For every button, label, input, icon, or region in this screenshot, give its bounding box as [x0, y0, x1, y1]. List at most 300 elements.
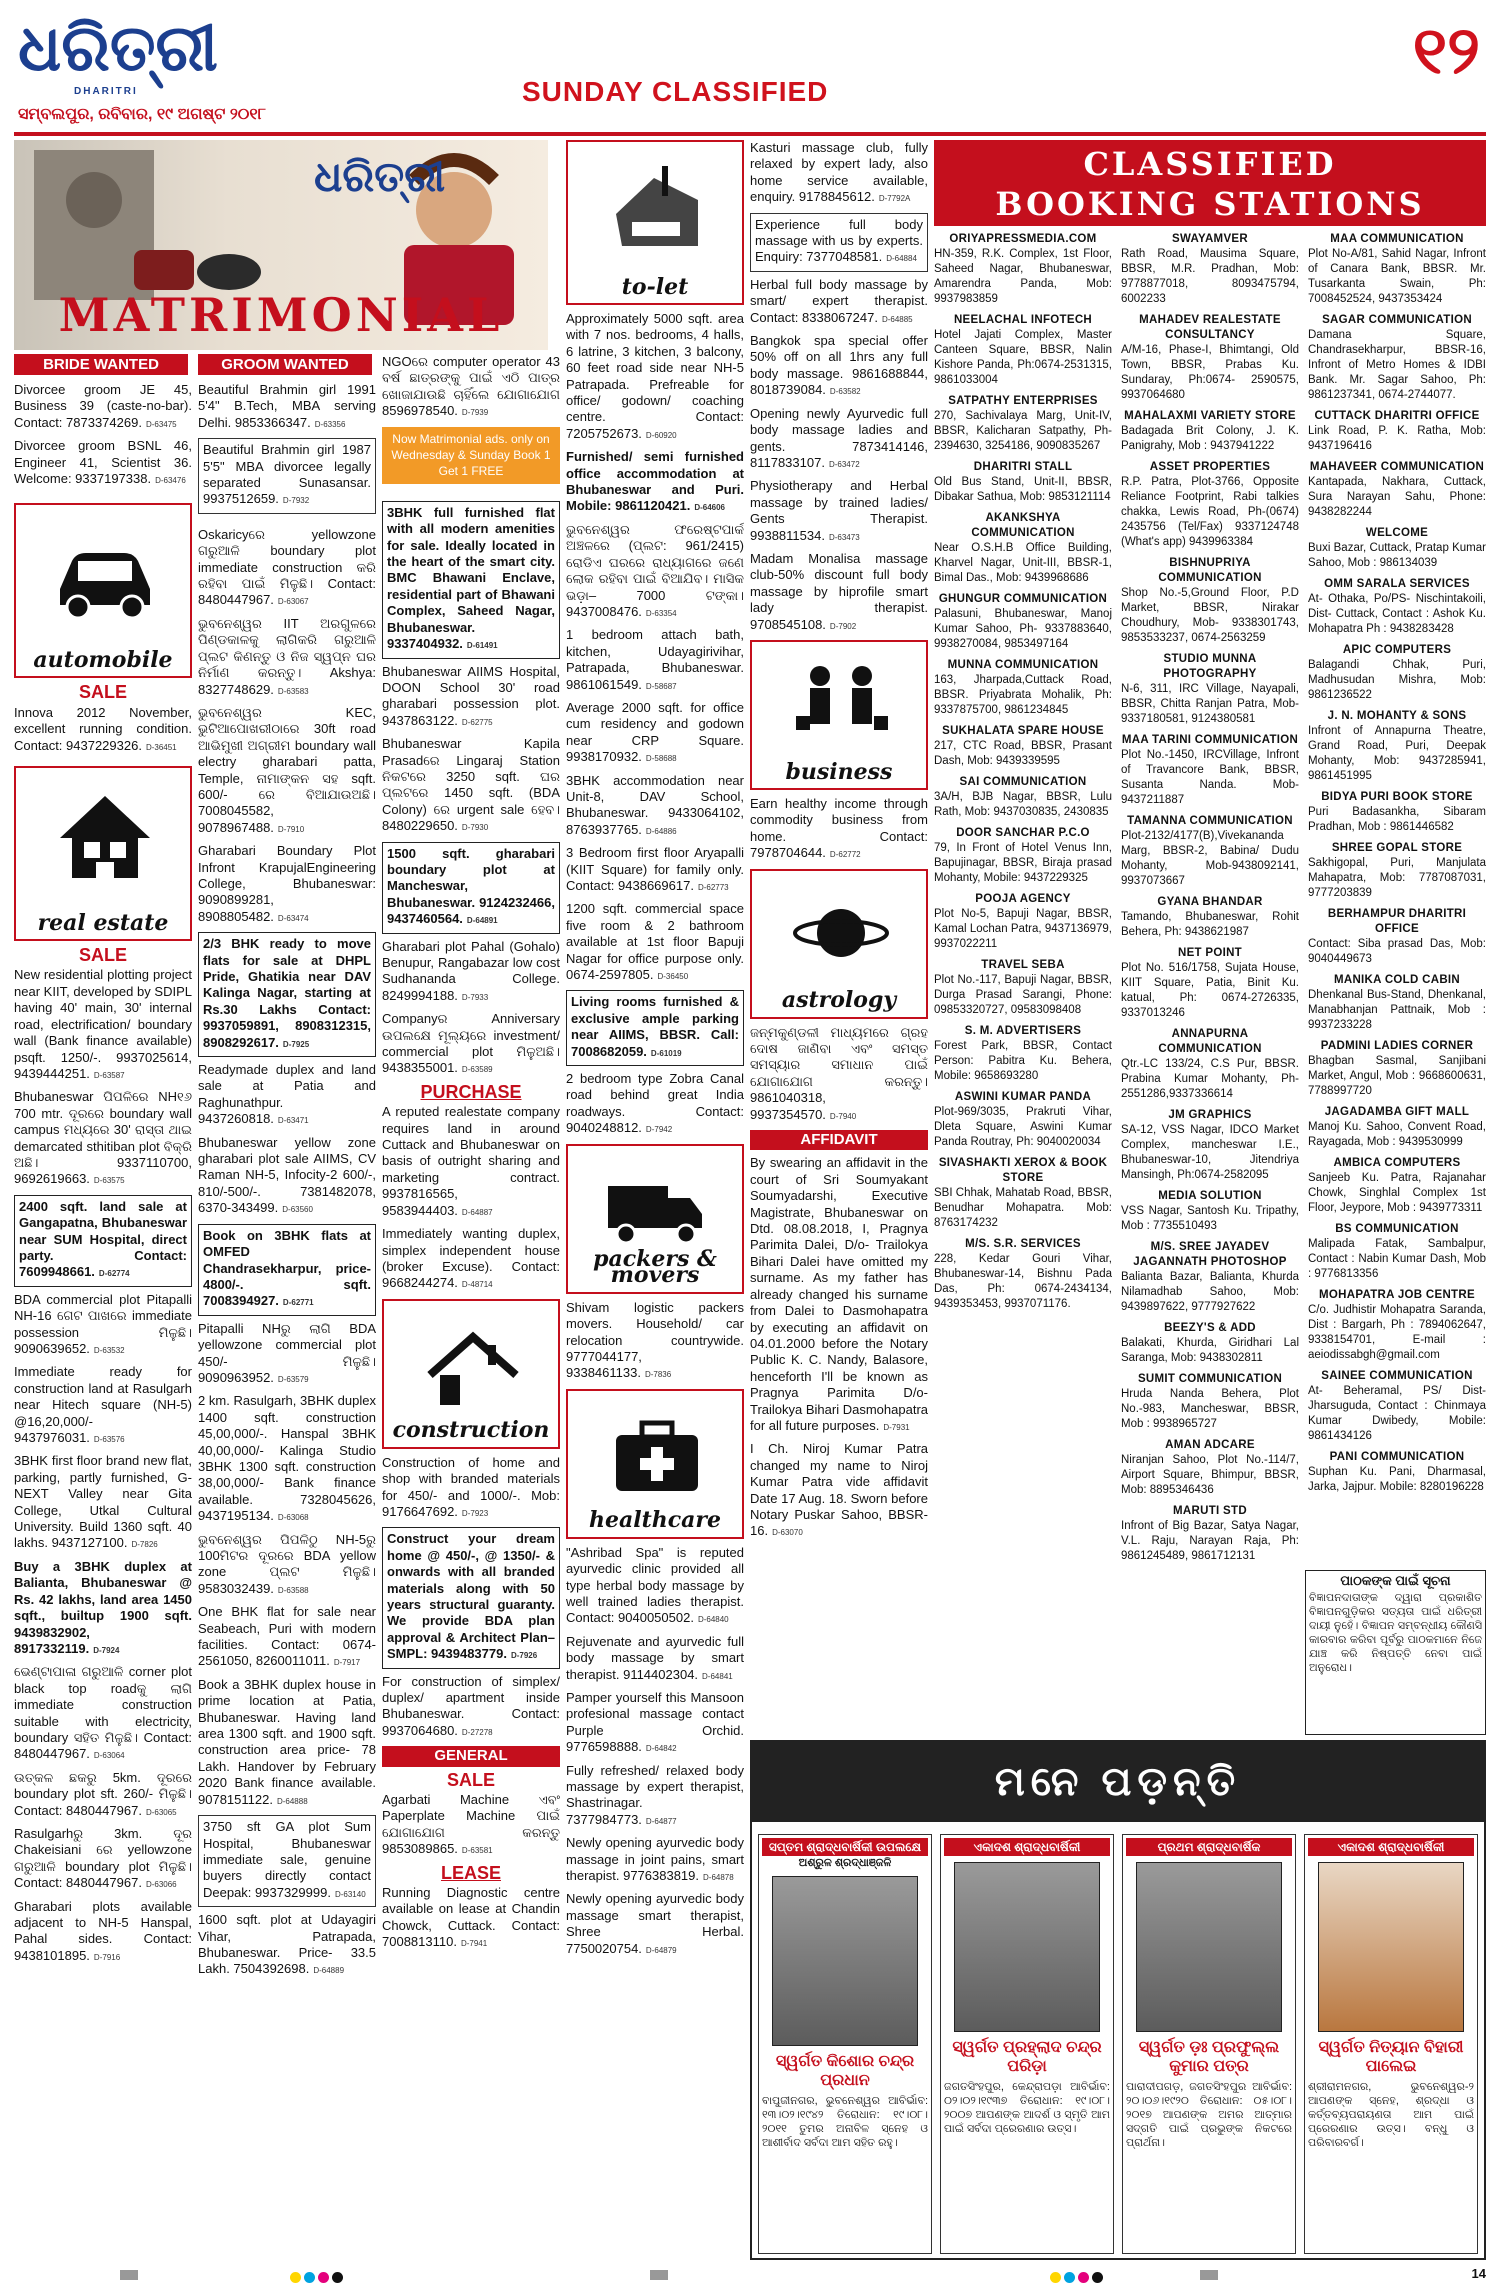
booking-station-address: Near O.S.H.B Office Building, Kharvel Nagar, Unit-III, BBSR-1, Bimal Das., Mob: 9439968686 [934, 542, 1112, 584]
booking-station-address: Hruda Nanda Behera, Plot No.-983, Mancheswar, BBSR, Mob : 9938965727 [1121, 1388, 1299, 1430]
booking-station-address: Plot No-5, Bapuji Nagar, BBSR, Kamal Lochan Patra, 9437136979, 9937022211 [934, 908, 1112, 950]
construction-icon [418, 1315, 528, 1415]
registration-dot [1092, 2272, 1103, 2283]
booking-station-name: NEELACHAL INFOTECH [953, 314, 1093, 326]
booking-station [1308, 1156, 1486, 1216]
booking-station-name: SUMIT COMMUNICATION [1137, 1373, 1283, 1385]
booking-station [1121, 460, 1299, 550]
booking-station [934, 958, 1112, 1018]
business-tile-label: business [785, 758, 893, 785]
affidavit-head: AFFIDAVIT [750, 1130, 928, 1150]
classified-ad: 3BHK accommodation near Unit-8, DAV School, Bhubaneswar. 9433064102, 8763937765. D-64886 [566, 772, 744, 837]
classified-ad: 2 km. Rasulgarh, 3BHK duplex 1400 sqft. construction 45,00,000/-. Hanspal 3BHK 40,00,000/- Kalinga Studio 3BHK 1300 sqft. construction 38,00,000/- Bank finance available. 7328045626, 9437195134. D-63068 [198, 1393, 376, 1524]
classified-ad-boxed: Experience full body massage with us by experts. Enquiry: 7377048581. D-64884 [750, 213, 928, 272]
booking-station-name: MAHALAXMI VARIETY STORE [1124, 410, 1296, 422]
classified-ad: Readymade duplex and land sale at Patia and Raghunathpur. 9437260818. D-63471 [198, 1062, 376, 1127]
booking-station-address: Forest Park, BBSR, Contact Person: Pabitra Ku. Behera, Mobile: 9658693280 [934, 1040, 1112, 1082]
booking-station-name: SWAYAMVER [1172, 233, 1248, 245]
classified-ad: "Ashribad Spa" is reputed ayurvedic clinic provided all type herbal body massage by well trained ladies therapist. Contact: 9040050502. D-64840 [566, 1544, 744, 1626]
groom-wanted-head: GROOM WANTED [198, 354, 372, 375]
obituary-section [750, 1740, 1486, 2260]
booking-station-address: VSS Nagar, Santosh Ku. Tripathy, Mob : 7735510493 [1121, 1205, 1299, 1232]
astrology-tile-label: astrology [781, 987, 897, 1014]
booking-station-name: AKANKSHYA COMMUNICATION [971, 512, 1075, 539]
obituary-text: ଜଗତସିଂହପୁର, କେନ୍ଦ୍ରାପଡ଼ା ଆବିର୍ଭାବ: ୦୨।୦୨।୧୯୩୭ ତିରୋଧାନ: ୧୯।୦୮।୨୦୦୭ ଆପଣଙ୍କ ଆଦର୍ଶ ଓ ସ୍ମୃତି ଆମ ପାଇଁ ସର୍ବଦା ପ୍ରେରଣାର ଉତ୍ସ। [944, 2081, 1110, 2135]
business-tile [750, 640, 928, 790]
classified-ad: 1200 sqft. commercial space five room & 2 bathroom available at 1st floor Bapuji Nagar for office purpose only. 0674-2597805. D-36450 [566, 901, 744, 983]
booking-station-name: APIC COMPUTERS [1342, 644, 1452, 656]
booking-station [1121, 1240, 1299, 1315]
booking-station-address: At- Beheramal, PS/ Dist- Jharsuguda, Contact : Chinmaya Kumar Dwibedy, Mobile: 9861434126 [1308, 1385, 1486, 1442]
classified-ad: ଜନ୍ମକୁଣ୍ଡଳୀ ମାଧ୍ୟମରେ ଗ୍ରହ ଦୋଷ ଜାଣିବା ଏବଂ ସମସ୍ତ ସମସ୍ୟାର ସମାଧାନ ପାଇଁ ଯୋଗାଯୋଗ କରନ୍ତୁ। 9861040318, 9937354570. D-7940 [750, 1024, 928, 1122]
booking-station-name: BIDYA PURI BOOK STORE [1321, 791, 1473, 803]
booking-column-c [1308, 232, 1486, 1501]
classified-ad: ଭୁବନେଶ୍ୱର ପିପଳିଠୁ NH-5ରୁ 100ମିଟର ଦୂରରେ BDA yellow zone ପ୍ଲଟ ମିଳୁଛି। 9583032439. D-63588 [198, 1531, 376, 1596]
booking-station-name: MAA COMMUNICATION [1330, 233, 1464, 245]
booking-column-b [1121, 232, 1299, 1570]
classified-ad: Pitapalli NHରୁ ଲାଗି BDA yellowzone commercial plot 450/- ମିଳୁଛି। 9090963952. D-63579 [198, 1320, 376, 1385]
classified-ad: Divorcee groom JE 45, Business 39 (caste-no-bar). Contact: 7873374269. D-63475 [14, 382, 192, 430]
classified-ad: I Ch. Niroj Kumar Patra changed my name to Niroj Kumar Patra vide affidavit Date 17 Aug. 18. Sworn before Notary Puskar Sahoo, BBSR-16. D-63070 [750, 1441, 928, 1539]
booking-station-name: MAHADEV REALESTATE CONSULTANCY [1139, 314, 1281, 341]
booking-station-address: Kantapada, Nakhara, Cuttack, Sura Narayan Sahu, Phone: 9438282244 [1308, 476, 1486, 518]
booking-station [934, 658, 1112, 718]
booking-station [1121, 652, 1299, 727]
booking-station [1121, 409, 1299, 454]
booking-station-name: SUKHALATA SPARE HOUSE [942, 725, 1104, 737]
healthcare-tile-label: healthcare [589, 1507, 721, 1534]
obituary-photo [1318, 1862, 1464, 2032]
booking-station-name: MOHAPATRA JOB CENTRE [1319, 1289, 1475, 1301]
classified-ad: Pamper yourself this Mansoon profesional massage contact Purple Orchid. 9776598888. D-64842 [566, 1689, 744, 1755]
booking-station-address: SBI Chhak, Mahatab Road, BBSR, Benudhar Mohapatra. Mob: 8763174232 [934, 1187, 1112, 1229]
newspaper-logo-sub: DHARITRI [74, 86, 138, 97]
booking-title-line-1: CLASSIFIED [1083, 145, 1337, 183]
classified-ad: New residential plotting project near KIIT, developed by SDIPL having 40' main, 30' internal road, electrification/ boundary wall (Bank finance available) psqft. 1250/-. 9937025614, 9439444251. D-63587 [14, 967, 192, 1081]
registration-dot [290, 2272, 301, 2283]
booking-station [1308, 577, 1486, 637]
booking-station-name: ORIYAPRESSMEDIA.COM [949, 233, 1097, 245]
classified-ad: Bhubaneswar ପିପଳିରେ NH୧୬ 700 mtr. ଦୂରରେ boundary wall campus ମଧ୍ୟରେ 30' ରାସ୍ତା ଥାଇ demarcated sthitiban plot ବିକ୍ରି ଅଛି। 9337110700, 9692619663. D-63575 [14, 1089, 192, 1187]
booking-station-name: OMM SARALA SERVICES [1324, 578, 1470, 590]
classified-ad: 1600 sqft. plot at Udayagiri Vihar, Patrapada, Bhubaneswar. Price- 33.5 Lakh. 7504392698. D-64889 [198, 1912, 376, 1977]
construction-tile [382, 1299, 560, 1449]
booking-station-name: BISHNUPRIYA COMMUNICATION [1158, 557, 1262, 584]
booking-station-name: JM GRAPHICS [1168, 1109, 1252, 1121]
sale-head: SALE [78, 682, 127, 703]
classified-ad: 1 bedroom attach bath, kitchen, Udayagirivihar, Patrapada, Bhubaneswar. 9861061549. D-58687 [566, 627, 744, 692]
classified-ad: Running Diagnostic centre available on lease at Chandin Chowck, Cuttack. Contact: 7008813110. D-7941 [382, 1885, 560, 1950]
reader-notice-title: ପାଠକଙ୍କ ପାଇଁ ସୂଚନା [1340, 1573, 1451, 1588]
obituary-name: ସ୍ୱର୍ଗତ ନିତ୍ୟାନ ବିହାରୀ ପାଲେଇ [1318, 2039, 1464, 2075]
classified-ad-boxed: Construct your dream home @ 450/-, @ 1350/- & onwards with all branded materials along with 50 years structural guaranty. We provide BDA plan approval & Architect Plan– SMPL: 9439483779. D-7926 [382, 1527, 560, 1668]
booking-station-name: BS COMMUNICATION [1335, 1223, 1459, 1235]
booking-station [934, 592, 1112, 652]
booking-station-address: Balakati, Khurda, Giridhari Lal Saranga, Mob: 9438302811 [1121, 1337, 1299, 1364]
classified-ad: Companyର Anniversary ଉପଲକ୍ଷେ ମୂଲ୍ୟରେ investment/ commercial plot ମିଳୁଅଛି। 9438355001. D-63589 [382, 1011, 560, 1076]
automobile-tile-label: automobile [33, 647, 173, 674]
registration-dot [1050, 2272, 1061, 2283]
booking-station-address: Old Bus Stand, Unit-II, BBSR, Dibakar Sathua, Mob: 9853121114 [934, 476, 1112, 503]
booking-station [1308, 409, 1486, 454]
newspaper-logo: ଧରିତ୍ରୀ [18, 11, 218, 86]
classified-ad: Oskaricyରେ yellowzone ଗରୁଆଳି boundary plot immediate construction କରି ରହିବା ପାଇଁ ମିଳୁଛି। Contact: 8480447967. D-63067 [198, 526, 376, 608]
booking-station-name: SHREE GOPAL STORE [1331, 842, 1463, 854]
footer-page-number: 14 [1471, 2266, 1486, 2281]
classified-ad: Rejuvenate and ayurvedic full body massage by smart therapist. 9114402304. D-64841 [566, 1633, 744, 1682]
classified-ad: Herbal full body massage by smart/ expert therapist. Contact: 8338067247. D-64885 [750, 276, 928, 325]
section-title: SUNDAY CLASSIFIED [522, 76, 829, 107]
classified-ad-boxed: 3750 sft GA plot Sum Hospital, Bhubaneswar immediate sale, genuine buyers directly contact Deepak: 9937329999. D-63140 [198, 1815, 376, 1907]
booking-station-name: GHUNGUR COMMUNICATION [938, 593, 1108, 605]
obituary-title: ମନେ ପଡ଼ନ୍ତି [752, 1742, 1484, 1822]
registration-dot [332, 2272, 343, 2283]
registration-dot [1064, 2272, 1075, 2283]
booking-station-address: R.P. Patra, Plot-3766, Opposite Reliance Footprint, Rabi talkies chakka, Lewis Road, Ph-(0674) 2435756 (Tel/Fax) 9337124748 (What's app) 9439963384 [1121, 476, 1299, 548]
medical-bag-icon [602, 1405, 712, 1505]
sale-head: SALE [446, 1769, 495, 1790]
classified-ad: Approximately 5000 sqft. area with 7 nos. bedrooms, 4 halls, 6 latrine, 3 kitchen, 3 balcony, 60 feet road side near NH-5 Patrapada. Prefreable for office/ godown/ coaching centre. Contact: 7205752673. D-60920 [566, 311, 744, 441]
booking-station-address: Suphan Ku. Pani, Dharmasal, Jarka, Jajpur. Mobile: 8280196228 [1308, 1466, 1486, 1493]
booking-station-name: J. N. MOHANTY & SONS [1327, 710, 1467, 722]
booking-station-address: Infront of Annapurna Theatre, Grand Road, Puri, Deepak Mohanty, Mob: 9437285941, 9861451995 [1308, 725, 1486, 782]
obituary-card-head: ଏକାଦଶ ଶ୍ରାଦ୍ଧବାର୍ଷିକୀ [1308, 1838, 1474, 1856]
classified-ad: 3 Bedroom first floor Aryapalli (KIIT Square) for family only. Contact: 9438669617. D-62773 [566, 845, 744, 893]
booking-station [934, 1156, 1112, 1231]
booking-station-address: At- Othaka, Po/PS- Nischintakoili, Dist- Cuttack, Contact : Ashok Ku. Mohapatra Ph : 9438283428 [1308, 593, 1486, 635]
booking-title-line-2: BOOKING STATIONS [995, 185, 1425, 223]
obituary-photo [954, 1862, 1100, 2032]
booking-station-address: Infront of Big Bazar, Satya Nagar, V.L. Raju, Narayan Raja, Ph: 9861245489, 9861712131 [1121, 1520, 1299, 1562]
classified-ad-boxed: Book on 3BHK flats at OMFED Chandrasekharpur, price- 4800/-. sqft. 7008394927. D-62771 [198, 1224, 376, 1316]
obituary-card [1304, 1834, 1478, 2254]
booking-station [1308, 1039, 1486, 1099]
booking-station-name: PANI COMMUNICATION [1329, 1451, 1465, 1463]
booking-station-address: Plot No. 516/1758, Sujata House, KIIT Square, Patia, Binit Ku. katual, Ph: 0674-2726335, 9337013246 [1121, 962, 1299, 1019]
obituary-name: ସ୍ୱର୍ଗତ ଡ଼ଃ ପ୍ରଫୁଲ୍ଲ କୁମାର ପତ୍ର [1138, 2039, 1280, 2075]
registration-mark [1200, 2270, 1218, 2280]
registration-dot [304, 2272, 315, 2283]
column-4 [566, 140, 744, 2260]
classified-ad: Newly opening ayurvedic body massage smart therapist, Shree Herbal. 7750020754. D-64879 [566, 1891, 744, 1956]
booking-station [934, 511, 1112, 586]
booking-station [1308, 907, 1486, 967]
color-registration-dots [1050, 2270, 1106, 2282]
booking-station [1121, 232, 1299, 307]
booking-station [1308, 313, 1486, 403]
booking-station-address: 163, Jharpada,Cuttack Road, BBSR. Priyabrata Mohalik, Ph: 9337875700, 9861234845 [934, 674, 1112, 716]
classified-ad: Fully refreshed/ relaxed body massage by expert therapist, Shastrinagar. 7377984773. D-64877 [566, 1762, 744, 1827]
classified-ad: Immediate ready for construction land at Rasulgarh near Hitech square (NH-5) @16,20,000/- 9437976031. D-63576 [14, 1364, 192, 1446]
color-registration-dots [290, 2270, 346, 2282]
classified-ad-bold: Furnished/ semi furnished office accommodation at Bhubaneswar and Puri. Mobile: 9861120421. D-64606 [566, 449, 744, 514]
classified-ad: Opening newly Ayurvedic full body massage ladies and gents. 7873414146, 8117833107. D-63472 [750, 405, 928, 470]
to-let-tile [566, 140, 744, 305]
booking-station-name: MEDIA SOLUTION [1158, 1190, 1262, 1202]
astrology-tile [750, 869, 928, 1019]
booking-station [1308, 1450, 1486, 1495]
booking-station [1121, 556, 1299, 646]
booking-station-name: PADMINI LADIES CORNER [1320, 1040, 1474, 1052]
classified-ad: Bhubaneswar yellow zone gharabari plot sale AIIMS, CV Raman NH-5, Infocity-2 600/-, 810/-500/-. 7381482078, 6370-343499. D-63560 [198, 1134, 376, 1216]
booking-station [1121, 814, 1299, 889]
real-estate-tile [14, 766, 192, 941]
booking-station-address: Dhenkanal Bus-Stand, Dhenkanal, Manabhanjan Pattnaik, Mob : 9937233228 [1308, 989, 1486, 1031]
masthead [14, 10, 1486, 136]
booking-station-address: Badagada Brit Colony, J. K. Panigrahy, Mob : 9437941222 [1121, 425, 1299, 452]
booking-station-address: 217, CTC Road, BBSR, Prasant Dash, Mob: 9439339595 [934, 740, 1112, 767]
column-1 [14, 140, 192, 2260]
booking-station-address: Puri Badasankha, Sibaram Pradhan, Mob : 9861446582 [1308, 806, 1486, 833]
booking-station-name: ASSET PROPERTIES [1149, 461, 1271, 473]
classified-ad: Innova 2012 November, excellent running condition. Contact: 9437229326. D-36451 [14, 704, 192, 753]
booking-station [1308, 709, 1486, 784]
matrimonial-title: MATRIMONIAL [58, 288, 504, 342]
booking-station-name: BEEZY'S & ADD [1164, 1322, 1256, 1334]
booking-station-name: JAGADAMBA GIFT MALL [1324, 1106, 1470, 1118]
booking-station [1308, 1369, 1486, 1444]
packers-movers-tile-label: packers & movers [593, 1245, 717, 1289]
booking-station [1308, 1105, 1486, 1150]
booking-station-address: 3A/H, BJB Nagar, BBSR, Lulu Rath, Mob: 9437030835, 2430835 [934, 791, 1112, 818]
booking-station [1121, 1321, 1299, 1366]
booking-station-name: SIVASHAKTI XEROX & BOOK STORE [938, 1157, 1108, 1184]
construction-tile-label: construction [392, 1417, 550, 1444]
booking-station [934, 892, 1112, 952]
booking-station [1121, 313, 1299, 403]
booking-station-address: Sanjeeb Ku. Patra, Rajanahar Chowk, Singhlal Complex 1st Floor, Jeypore, Mob : 9439773311 [1308, 1172, 1486, 1214]
booking-station-name: TAMANNA COMMUNICATION [1127, 815, 1293, 827]
obituary-name: ସ୍ୱର୍ଗତ କିଶୋର ଚନ୍ଦ୍ର ପ୍ରଧାନ [775, 2053, 915, 2089]
classified-ad: Rasulgarhରୁ 3km. ଦୂର Chakeisiani ରେ yellowzone ଗରୁଆଳି boundary plot ମିଳୁଛି। Contact: 8480447967. D-63066 [14, 1825, 192, 1891]
booking-station [1308, 460, 1486, 520]
booking-station [1121, 1438, 1299, 1498]
booking-station [1121, 1372, 1299, 1432]
classified-ad: ଭେଣ୍ଟାପାଳା ଗରୁଆଳି corner plot black top roadକୁ ଲାଗି immediate construction suitable with electricity, boundary ସହିତ ମିଳୁଛି। Contact: 8480447967. D-63064 [14, 1664, 192, 1762]
purchase-head: PURCHASE [420, 1081, 522, 1102]
classified-ad: ଭୁବନେଶ୍ୱର ଫରେଷ୍ଟପାର୍କ ଅଞ୍ଚଳରେ (ପ୍ଲଟ: 961/2415) ରୋଡିଏ ଘରରେ ରାଧ୍ୟାଗରେ ଜଣେ ଲୋକ ରହିବା ପାଇଁ ବିଆଯିବ। ମାସିକ ଭଡ଼ା– 7000 ଟଙ୍କା। 9437008476. D-63354 [566, 521, 744, 619]
to-let-house-icon [602, 156, 712, 266]
classified-ad: Agarbati Machine ଏବଂ Paperplate Machine ପାଇଁ ଯୋଗାଯୋଗ କରନ୍ତୁ 9853089865. D-63581 [382, 1792, 560, 1857]
booking-station [1121, 946, 1299, 1021]
classified-ad: Physiotherapy and Herbal massage by trained ladies/ Gents Therapist. 9938811534. D-63473 [750, 478, 928, 543]
booking-station-address: Contact: Siba prasad Das, Mob: 9040449673 [1308, 938, 1486, 965]
booking-station-address: Bhagban Sasmal, Sanjibani Market, Angul, Mob : 9668600631, 7788997720 [1308, 1055, 1486, 1097]
column-5 [750, 140, 928, 1735]
classified-ad: 2 bedroom type Zobra Canal road behind great India roadways. Contact: 9040248812. D-7942 [566, 1071, 744, 1136]
booking-station-address: Qtr.-LC 133/24, C.S Pur, BBSR. Prabina Kumar Mohanty, Ph- 2551286,9337336614 [1121, 1058, 1299, 1100]
booking-station-address: Sakhigopal, Puri, Manjulata Mahapatra, Mob: 7787087031, 9777203839 [1308, 857, 1486, 899]
classified-ad: Book a 3BHK duplex house in prime location at Patia, Bhubaneswar. Having land area 1300 sqft. and 1900 sqft. construction area price- 78 Lakh. Handover by February 2020 Bank finance available. 9078151122. D-64888 [198, 1676, 376, 1807]
booking-station [1308, 643, 1486, 703]
classified-ad: Kasturi massage club, fully relaxed by expert lady, also home service available, enquiry. 9178845612. D-7792A [750, 140, 928, 205]
booking-station-address: 79, In Front of Hotel Venus Inn, Bapujinagar, BBSR, Biraja prasad Mohanty, Mobile: 9437229325 [934, 842, 1112, 884]
booking-station-address: Shop No.-5,Ground Floor, P.D Market, BBSR, Nirakar Choudhury, Mob- 9338301743, 9853533237, 0674-2563259 [1121, 587, 1299, 644]
classified-ad: Gharabari plot Pahal (Gohalo) Benupur, Rangabazar low cost Sudhananda College. 8249994188. D-7933 [382, 938, 560, 1003]
booking-station [1308, 1222, 1486, 1282]
classified-ad: One BHK flat for sale near Seabeach, Puri with modern facilities. Contact: 0674-2561050, 8260011011. D-7917 [198, 1604, 376, 1669]
issue-date: ସମ୍ବଲପୁର, ରବିବାର, ୧୯ ଅଗଷ୍ଟ ୨୦୧୮ [18, 106, 267, 123]
booking-station-name: NET POINT [1177, 947, 1243, 959]
classified-ad: For construction of simplex/ duplex/ apartment inside Bhubaneswar. Contact: 9937064680. D-27278 [382, 1673, 560, 1738]
classified-ad: Construction of home and shop with branded materials for 450/- and 1000/-. Mob: 9176647692. D-7923 [382, 1454, 560, 1519]
booking-station [934, 826, 1112, 886]
booking-station-name: MAHAVEER COMMUNICATION [1309, 461, 1485, 473]
classified-ad: ଉତ୍କଳ ଛକରୁ 5km. ଦୂରରେ boundary plot sft. 260/- ମିଳୁଛି। Contact: 8480447967. D-63065 [14, 1769, 192, 1818]
page-number: ୧୨ [1412, 11, 1480, 89]
classified-ad-boxed: Beautiful Brahmin girl 1987 5'5" MBA divorcee legally separated Sunasansar. 9937512659. D-7932 [198, 438, 376, 514]
booking-station [934, 232, 1112, 307]
booking-station [934, 313, 1112, 388]
car-icon [50, 519, 160, 629]
booking-station [1308, 790, 1486, 835]
booking-stations [934, 140, 1486, 1735]
obituary-card-sub: ଅଶ୍ରୁଳ ଶ୍ରଦ୍ଧାଞ୍ଜଳି [798, 1857, 892, 1869]
booking-station-name: MUNNA COMMUNICATION [947, 659, 1099, 671]
classified-ad-bold: Buy a 3BHK duplex at Balianta, Bhubaneswar @ Rs. 42 lakhs, land area 1450 sqft., builtup 1900 sqft. 9439832902, 8917332119. D-7924 [14, 1558, 192, 1656]
booking-station [934, 775, 1112, 820]
booking-station-address: Rath Road, Mausima Square, BBSR, M.R. Pradhan, Mob: 9778877018, 8093475794, 6002233 [1121, 248, 1299, 305]
booking-station [1121, 895, 1299, 940]
booking-station-name: M/S. SREE JAYADEV JAGANNATH PHOTOSHOP [1133, 1241, 1287, 1268]
registration-dot [318, 2272, 329, 2283]
classified-ad-boxed: 2400 sqft. land sale at Gangapatna, Bhubaneswar near SUM Hospital, direct party. Contact: 7609948661. D-62774 [14, 1195, 192, 1287]
healthcare-tile [566, 1389, 744, 1539]
header-rule [14, 132, 1486, 136]
booking-station [1121, 1504, 1299, 1564]
truck-icon [602, 1160, 712, 1260]
booking-station [1308, 973, 1486, 1033]
booking-station [934, 460, 1112, 505]
booking-station [934, 1024, 1112, 1084]
registration-dot [1078, 2272, 1089, 2283]
booking-station [1308, 526, 1486, 571]
classified-ad: By swearing an affidavit in the court of Sri Soumyakant Soumyadarshi, Executive Magistrate, Bhubaneswar on Dtd. 08.08.2018, I, Pragnya Parimita Dalei, D/o- Trailokya Bihari Dalei have omitted my surname. As my father has already changed his surname from Dalei to Dasmohapatra by executing an affidavit on 04.01.2000 before the Notary Public K. C. Nandy, Balasore, henceforth I'll be known as Pragnya Parimita D/o- Trailokya Bihari Dasmohapatra for all future purposes. D-7931 [750, 1155, 928, 1433]
booking-station-address: Hotel Jajati Complex, Master Canteen Square, BBSR, Nalin Kishore Panda, Ph:0674-2531315, 9861033004 [934, 329, 1112, 386]
matrimonial-logo: ଧରିତ୍ରୀ [314, 152, 446, 201]
booking-station-name: SAINEE COMMUNICATION [1321, 1370, 1473, 1382]
booking-station-address: Niranjan Sahoo, Plot No.-114/7, Airport Square, Bhimpur, BBSR, Mob: 8895346436 [1121, 1454, 1299, 1496]
booking-station [1308, 1288, 1486, 1363]
classified-ad: Shivam logistic packers movers. Household/ car relocation countrywide. 9777044177, 9338461133. D-7836 [566, 1299, 744, 1381]
booking-station-address: Malipada Fatak, Sambalpur, Contact : Nabin Kumar Dash, Mob : 9776813356 [1308, 1238, 1486, 1280]
obituary-name: ସ୍ୱର୍ଗତ ପ୍ରହ୍ଲାଦ ଚନ୍ଦ୍ର ପରିଡ଼ା [952, 2039, 1102, 2075]
booking-station [934, 1090, 1112, 1150]
classified-ad: BDA commercial plot Pitapalli NH-16 ଗେଟ ପାଖରେ immediate possession ମିଳୁଛି। 9090639652. D-63532 [14, 1291, 192, 1356]
booking-station-address: Buxi Bazar, Cuttack, Pratap Kumar Sahoo, Mob : 986134039 [1308, 542, 1486, 569]
booking-station-address: C/o. Judhistir Mohapatra Saranda, Dist : Bargarh, Ph : 7894062647, 9338154701, E-mail : aeiodissabgh@gmail.com [1308, 1304, 1486, 1361]
booking-station-address: Damana Square, Chandrasekharpur, BBSR-16, Infront of Metro Homes & IDBI Bank. Mr. Sagar Sahoo, Ph: 9861237341, 0674-2744077. [1308, 329, 1486, 401]
reader-notice [1305, 1570, 1486, 1735]
booking-station-name: SAGAR COMMUNICATION [1322, 314, 1472, 326]
booking-station-name: WELCOME [1365, 527, 1429, 539]
booking-station-address: N-6, 311, IRC Village, Nayapali, BBSR, Chitta Ranjan Patra, Mob-9337180581, 9124380581 [1121, 683, 1299, 725]
obituary-photo [772, 1876, 918, 2046]
classified-ad-boxed: 2/3 BHK ready to move flats for sale at DHPL Pride, Ghatikia near DAV Kalinga Nagar, starting at Rs.30 Lakhs Contact: 9937059891, 8908312315, 8908292617. D-7925 [198, 932, 376, 1057]
booking-station [1121, 733, 1299, 808]
classified-ad: Newly opening ayurvedic body massage in joint pains, smart therapist. 9776383819. D-64878 [566, 1835, 744, 1884]
booking-station-name: AMBICA COMPUTERS [1333, 1157, 1461, 1169]
obituary-card-head: ପ୍ରଥମ ଶ୍ରାଦ୍ଧବାର୍ଷିକ [1126, 1838, 1292, 1856]
booking-station-address: HN-359, R.K. Complex, 1st Floor, Saheed Nagar, Bhubaneswar, Amarendra Panda, Mob: 9937983859 [934, 248, 1112, 305]
booking-station-name: DOOR SANCHAR P.C.O [956, 827, 1090, 839]
booking-station [1121, 1027, 1299, 1102]
booking-station-name: CUTTACK DHARITRI OFFICE [1314, 410, 1480, 422]
booking-station-name: BERHAMPUR DHARITRI OFFICE [1327, 908, 1467, 935]
booking-column-a [934, 232, 1112, 1318]
booking-station-name: M/S. S.R. SERVICES [965, 1238, 1081, 1250]
businessmen-icon [786, 656, 896, 756]
classified-ad: Bhubaneswar Kapila Prasadରେ Lingaraj Station ନିକଟରେ 3250 sqft. ଘର ପ୍ଲଟରେ 1450 sqft. (BDA Colony) ରେ urgent sale ହେବ। 8480229650. D-7930 [382, 736, 560, 834]
obituary-card [940, 1834, 1114, 2254]
booking-station-address: Palasuni, Bhubaneswar, Manoj Kumar Sahoo, Ph- 9337883640, 9938270084, 9853497164 [934, 608, 1112, 650]
classified-ad: ଭୁବନେଶ୍ୱର IIT ଅରଗୁଳରେ ପିଣ୍ଡକାଳକୁ ଲାଗିକରି ଗରୁଆଳି ପ୍ଲଟ କିଣନ୍ତୁ ଓ ନିଜ ସ୍ୱପ୍ନ ଘର ନିର୍ମାଣ କରନ୍ତୁ। Akshya: 8327748629. D-63583 [198, 615, 376, 697]
booking-station-name: STUDIO MUNNA PHOTOGRAPHY [1163, 653, 1257, 680]
matrimonial-promo: Now Matrimonial ads. only on Wednesday & Sunday Book 1 Get 1 FREE [382, 427, 560, 484]
booking-stations-head [934, 140, 1486, 226]
booking-station [1121, 1189, 1299, 1234]
automobile-tile [14, 503, 192, 678]
obituary-card-head: ସପ୍ତମ ଶ୍ରାଦ୍ଧବାର୍ଷିକୀ ଉପଲକ୍ଷେ [762, 1838, 928, 1856]
obituary-card [758, 1834, 932, 2254]
booking-station-name: MARUTI STD [1173, 1505, 1247, 1517]
booking-station [934, 394, 1112, 454]
planet-icon [786, 885, 896, 985]
booking-station-name: SATPATHY ENTERPRISES [948, 395, 1098, 407]
booking-station-address: Plot-969/3035, Prakruti Vihar, Dleta Square, Aswini Kumar Panda Routray, Ph: 9040020034 [934, 1106, 1112, 1148]
booking-station-address: Link Road, P. K. Ratha, Mob: 9437196416 [1308, 425, 1486, 452]
classified-ad: Bangkok spa special offer 50% off on all 1hrs any full body massage. 9861688844, 8018739084. D-63582 [750, 333, 928, 398]
booking-station-name: AMAN ADCARE [1165, 1439, 1255, 1451]
lease-head: LEASE [440, 1862, 501, 1883]
packers-movers-tile [566, 1144, 744, 1294]
booking-station-name: ANNAPURNA COMMUNICATION [1158, 1028, 1262, 1055]
house-icon [50, 782, 160, 892]
sale-head: SALE [78, 945, 127, 966]
booking-station-name: S. M. ADVERTISERS [964, 1025, 1082, 1037]
booking-station-name: ASWINI KUMAR PANDA [954, 1091, 1092, 1103]
obituary-card-head: ଏକାଦଶ ଶ୍ରାଦ୍ଧବାର୍ଷିକୀ [944, 1838, 1110, 1856]
to-let-tile-label: to-let [621, 273, 689, 300]
classified-ad: Gharabari plots available adjacent to NH-5 Hanspal, Pahal sides. Contact: 9438101895. D-7916 [14, 1898, 192, 1963]
booking-station-address: 228, Kedar Gouri Vihar, Bhubaneswar-14, Bishnu Pada Das, Ph: 0674-2434134, 9439353453, 9937071176. [934, 1253, 1112, 1310]
classified-ad: Madam Monalisa massage club-50% discount full body massage by hiprofile smart lady therapist. 9708545108. D-7902 [750, 550, 928, 632]
real-estate-tile-label: real estate [37, 909, 169, 936]
booking-station-name: MAA TARINI COMMUNICATION [1121, 734, 1299, 746]
classified-ad: ଭୁବନେଶ୍ୱର KEC, ଭୁଟିଆପୋଖରୀଠାରେ 30ft road ଆଭିମୁଖୀ ଅଗ୍ରୀମ boundary wall electry gharabari patta, Temple, ନାମାଙ୍କନ ସହ sqft. 600/- ରେ ବିଆଯାଉଅଛି। 7008045582, 9078967488. D-7910 [198, 704, 376, 835]
column-2 [198, 140, 376, 2260]
booking-station-address: Plot No-A/81, Sahid Nagar, Infront of Canara Bank, BBSR. Mr. Tusarkanta Swain, Ph: 7008452524, 9437353424 [1308, 248, 1486, 305]
booking-station-address: Balagandi Chhak, Puri, Madhusudan Mishra, Mob: 9861236522 [1308, 659, 1486, 701]
classified-ad: Beautiful Brahmin girl 1991 5'4" B.Tech, MBA serving Delhi. 9853366347. D-63356 [198, 382, 376, 430]
registration-mark [120, 2270, 138, 2280]
classified-ad: Gharabari Boundary Plot Infront KrapujalEngineering College, Bhubaneswar: 9090899281, 8908805482. D-63474 [198, 843, 376, 924]
booking-station-name: MANIKA COLD CABIN [1333, 974, 1461, 986]
obituary-text: ବାପୁଜୀନଗର, ଭୁବନେଶ୍ୱର ଆବିର୍ଭାବ: ୧୩।୦୨।୧୯୪୨ ତିରୋଧାନ: ୧୯।୦୮।୨୦୧୧ ତୁମର ଅନାବିଳ ସ୍ନେହ ଓ ଆଶୀର୍ବାଦ ସର୍ବଦା ଆମ ସହିତ ରହୁ। [762, 2095, 928, 2149]
classified-ad: A reputed realestate company requires land in around Cuttack and Bhubaneswar on basis of outright sharing and marketing contract. 9937816565, 9583944403. D-64887 [382, 1104, 560, 1218]
bride-wanted-head: BRIDE WANTED [14, 354, 188, 375]
obituary-text: ଶ୍ରୀରାମନଗର, ଭୁବନେଶ୍ୱର-୨ ଆପଣଙ୍କ ସ୍ନେହ, ଶ୍ରଦ୍ଧା ଓ କର୍ତ୍ତବ୍ୟପରାୟଣତା ଆମ ପାଇଁ ପ୍ରେରଣାର ଉତ୍ସ। ବନ୍ଧୁ ଓ ପରିବାରବର୍ଗ। [1308, 2081, 1474, 2149]
booking-station [1308, 841, 1486, 901]
classified-ad: Average 2000 sqft. for office cum residency and godown near CRP Square. 9938170932. D-58688 [566, 699, 744, 765]
classified-ad: Immediately wanting duplex, simplex independent house (broker Excuse). Contact: 9668244274. D-48714 [382, 1226, 560, 1291]
obituary-card [1122, 1834, 1296, 2254]
booking-station-address: Plot No.-117, Bapuji Nagar, BBSR, Durga Prasad Sarangi, Phone: 09853320727, 09583098408 [934, 974, 1112, 1016]
classified-ad: Bhubaneswar AIIMS Hospital, DOON School 30' road gharabari possession plot. 9437863122. D-62775 [382, 663, 560, 728]
booking-station-name: POOJA AGENCY [975, 893, 1071, 905]
classified-ad-boxed: 3BHK full furnished flat with all modern amenities for sale. Ideally located in the heart of the smart city. BMC Bhawani Enclave, residential part of Bhawani Complex, Saheed Nagar, Bhubaneswar. 9337404932. D-61491 [382, 501, 560, 659]
booking-station-name: GYANA BHANDAR [1157, 896, 1263, 908]
